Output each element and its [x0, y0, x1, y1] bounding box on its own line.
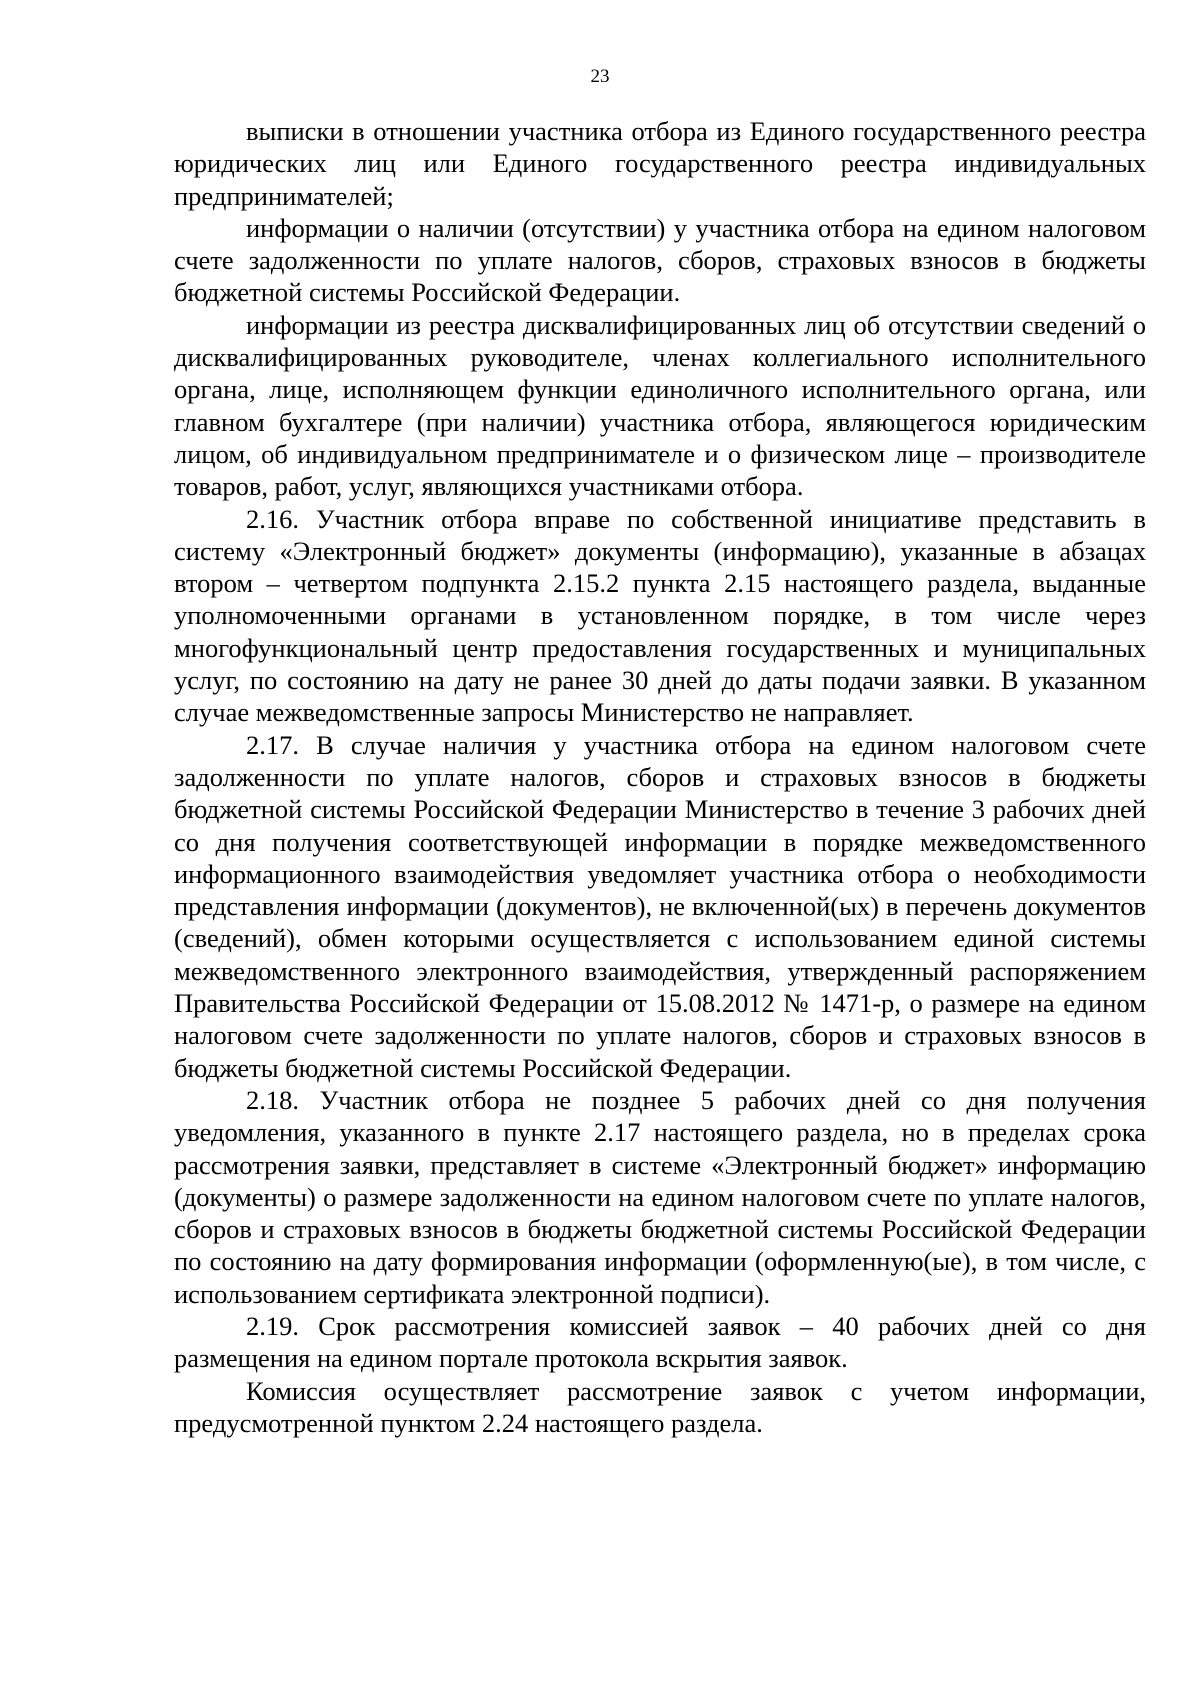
paragraph-disqualified-registry: информации из реестра дисквалифицированных лиц об отсутствии сведений о дисквалифицированных руководителе, членах коллегиального исполнительного органа, лице, исполняющем функции единоличного исполнительного органа, или главном бухгалтере (при наличии) участника отбора, являющегося юридическим лицом, об индивидуальном предпринимателе и о физическом лице – производителе товаров, работ, услуг, являющихся участниками отбора. — [174, 309, 1146, 502]
page-number: 23 — [590, 66, 610, 87]
paragraph-2-18: 2.18. Участник отбора не позднее 5 рабочих дней со дня получения уведомления, указанного в пункте 2.17 настоящего раздела, но в пределах срока рассмотрения заявки, представляет в системе «Электронный бюджет» информацию (документы) о размере задолженности на едином налоговом счете по уплате налогов, сборов и страховых взносов в бюджеты бюджетной системы Российской Федерации по состоянию на дату формирования информации (оформленную(ые), в том числе, с использованием сертификата электронной подписи). — [174, 1084, 1146, 1309]
paragraph-extract-egrul: выписки в отношении участника отбора из Единого государственного реестра юридических лиц или Единого государственного реестра индивидуальных предпринимателей; — [174, 116, 1146, 211]
paragraph-2-19: 2.19. Срок рассмотрения комиссией заявок – 40 рабочих дней со дня размещения на едином портале протокола вскрытия заявок. — [174, 1310, 1146, 1374]
paragraph-2-16: 2.16. Участник отбора вправе по собственной инициативе представить в систему «Электронный бюджет» документы (информацию), указанные в абзацах втором – четвертом подпункта 2.15.2 пункта 2.15 настоящего раздела, выданные уполномоченными органами в установленном порядке, в том числе через многофункциональный центр предоставления государственных и муниципальных услуг, по состоянию на дату не ранее 30 дней до даты подачи заявки. В указанном случае межведомственные запросы Министерство не направляет. — [174, 503, 1146, 728]
paragraph-commission-review: Комиссия осуществляет рассмотрение заявок с учетом информации, предусмотренной пунктом 2.24 настоящего раздела. — [174, 1375, 1146, 1438]
document-body — [174, 115, 1146, 1439]
paragraph-tax-debt-info: информации о наличии (отсутствии) у участника отбора на едином налоговом счете задолженности по уплате налогов, сборов, страховых взносов в бюджеты бюджетной системы Российской Федерации. — [174, 212, 1146, 308]
paragraph-2-17: 2.17. В случае наличия у участника отбора на едином налоговом счете задолженности по уплате налогов, сборов и страховых взносов в бюджеты бюджетной системы Российской Федерации Министерство в течение 3 рабочих дней со дня получения соответствующей информации в порядке межведомственного информационного взаимодействия уведомляет участника отбора о необходимости представления информации (документов), не включенной(ых) в перечень документов (сведений), обмен которыми осуществляется с использованием единой системы межведомственного электронного взаимодействия, утвержденный распоряжением Правительства Российской Федерации от 15.08.2012 № 1471-р, о размере на едином налоговом счете задолженности по уплате налогов, сборов и страховых взносов в бюджеты бюджетной системы Российской Федерации. — [174, 729, 1146, 1083]
